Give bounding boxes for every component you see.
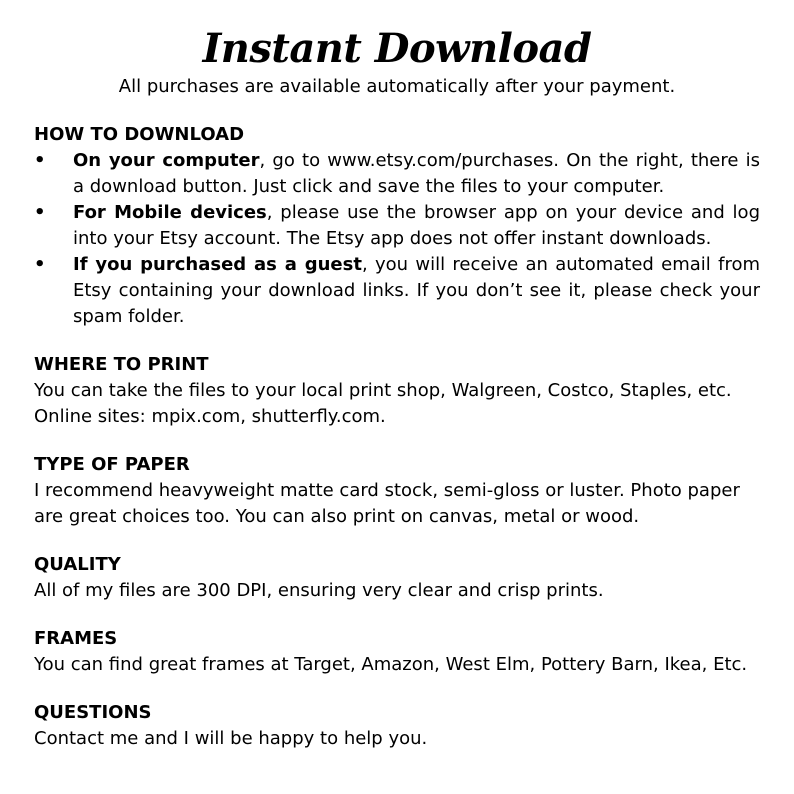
- section-heading: TYPE OF PAPER: [34, 454, 190, 475]
- section-how-to-download: [34, 122, 760, 330]
- bullet-icon: •: [34, 202, 46, 223]
- section-text: All of my files are 300 DPI, ensuring very clear and crisp prints.: [34, 580, 604, 601]
- section-text: I recommend heavyweight matte card stock, semi-gloss or luster. Photo paper are great choices too. You can also print on canvas, metal or wood.: [34, 480, 740, 527]
- bullet-lead: If you purchased as a guest: [73, 254, 362, 275]
- bullet-text: , you will receive an automated email from Etsy containing your download links. If you don’t see it, please check your spam folder.: [73, 254, 760, 327]
- bullet-icon: •: [34, 150, 46, 171]
- download-bullet-list: [34, 148, 760, 330]
- section-text: You can take the files to your local print shop, Walgreen, Costco, Staples, etc.: [34, 380, 732, 401]
- section-heading: HOW TO DOWNLOAD: [34, 124, 245, 145]
- bullet-lead: On your computer: [73, 150, 260, 171]
- section-heading: QUALITY: [34, 554, 121, 575]
- section-text: Contact me and I will be happy to help you.: [34, 728, 428, 749]
- section-heading: QUESTIONS: [34, 702, 152, 723]
- section-questions: [34, 700, 760, 752]
- bullet-text: , go to www.etsy.com/purchases. On the right, there is a download button. Just click and save the files to your computer.: [73, 150, 760, 197]
- section-text: You can find great frames at Target, Amazon, West Elm, Pottery Barn, Ikea, Etc.: [34, 654, 748, 675]
- section-where-to-print: [34, 352, 760, 430]
- section-heading: WHERE TO PRINT: [34, 354, 209, 375]
- page-title: Instant Download: [202, 25, 592, 72]
- page-subtitle: All purchases are available automatically after your payment.: [118, 76, 676, 97]
- bullet-lead: For Mobile devices: [73, 202, 267, 223]
- bullet-item-computer: [34, 148, 760, 200]
- section-heading: FRAMES: [34, 628, 118, 649]
- section-type-of-paper: [34, 452, 760, 530]
- bullet-text: , please use the browser app on your device and log into your Etsy account. The Etsy app does not offer instant downloads.: [73, 202, 760, 249]
- section-text: Online sites: mpix.com, shutterfly.com.: [34, 406, 386, 427]
- bullet-icon: •: [34, 254, 46, 275]
- bullet-item-mobile: [34, 200, 760, 252]
- section-frames: [34, 626, 760, 678]
- section-quality: [34, 552, 760, 604]
- bullet-item-guest: [34, 252, 760, 330]
